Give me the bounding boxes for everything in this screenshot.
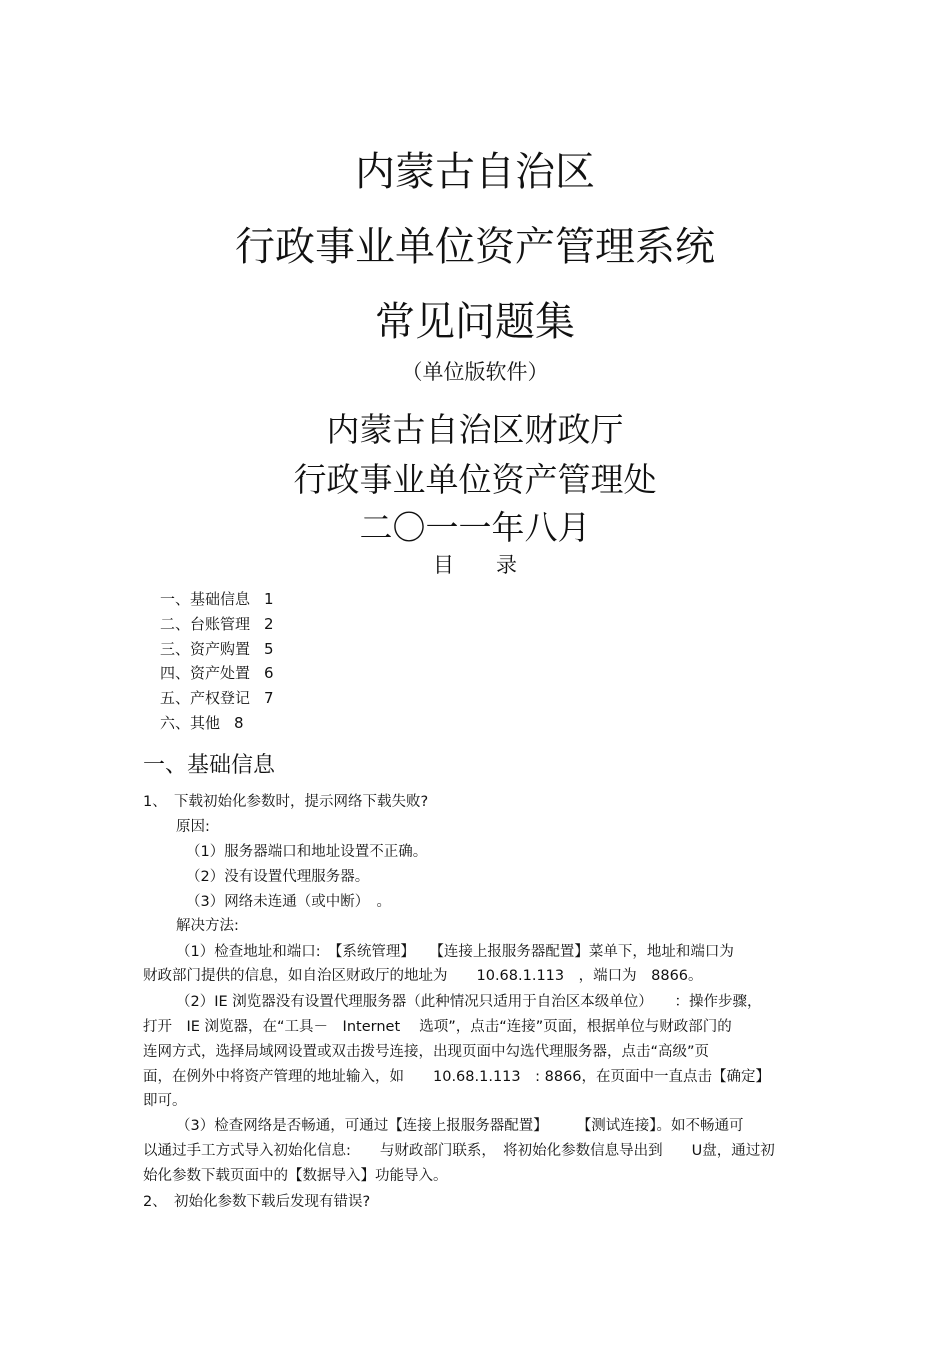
reason-label: 原因: [176,819,210,835]
section-heading: 一、基础信息 [143,753,276,778]
question-1: 1、 下载初始化参数时，提示网络下载失败? [143,794,429,810]
solution-2-line: （2）IE 浏览器没有设置代理服务器（此种情况只适用于自治区本级单位） ：操作步骤， [176,994,762,1010]
title-line-3: 常见问题集 [375,299,575,345]
solution-2-line: 即可。 [143,1093,187,1109]
toc-item[interactable]: 四、资产处置 6 [160,664,274,683]
reason-item: （3）网络未连通（或中断） 。 [186,894,391,910]
solution-2-line: 面，在例外中将资产管理的地址输入，如 10.68.1.113 : 8866，在页面中一直点击【确定】 [143,1069,771,1085]
solution-3-line: （3）检查网络是否畅通，可通过【连接上报服务器配置】 【测试连接】。如不畅通可 [176,1118,744,1134]
reason-item: （1）服务器端口和地址设置不正确。 [186,844,428,860]
solution-1-line: 财政部门提供的信息，如自治区财政厅的地址为 10.68.1.113 ，端口为 8866。 [143,968,703,984]
solution-3-line: 始化参数下载页面中的【数据导入】功能导入。 [143,1168,448,1184]
solution-2-line: 打开 IE 浏览器，在“工具－ Internet 选项”，点击“连接”页面，根据单位与财政部门的 [143,1019,732,1035]
toc-item[interactable]: 五、产权登记 7 [160,689,274,708]
toc-item[interactable]: 一、基础信息 1 [160,590,274,608]
solution-3-line: 以通过手工方式导入初始化信息: 与财政部门联系， 将初始化参数信息导出到 U盘，通过初 [143,1143,775,1159]
title-line-2: 行政事业单位资产管理系统 [235,224,715,270]
question-2: 2、 初始化参数下载后发现有错误? [143,1194,371,1210]
toc-heading: 目 录 [433,553,517,577]
date-line: 二〇一一年八月 [359,508,591,547]
solution-2-line: 连网方式，选择局域网设置或双击拨号连接，出现页面中勾选代理服务器，点击“高级”页 [143,1044,710,1060]
toc-list [160,587,274,736]
org-line-1: 内蒙古自治区财政厅 [326,410,624,449]
reason-item: （2）没有设置代理服务器。 [186,869,370,885]
org-line-2: 行政事业单位资产管理处 [293,460,657,499]
toc-item[interactable]: 三、资产购置 5 [160,639,274,658]
solution-label: 解决方法: [176,918,239,934]
toc-item[interactable]: 二、台账管理 2 [160,614,274,633]
solution-1-line: （1）检查地址和端口: 【系统管理】 【连接上报服务器配置】菜单下，地址和端口为 [176,944,734,960]
toc-item[interactable]: 六、其他 8 [160,713,244,732]
title-line-1: 内蒙古自治区 [355,149,595,195]
subtitle: （单位版软件） [401,360,549,384]
